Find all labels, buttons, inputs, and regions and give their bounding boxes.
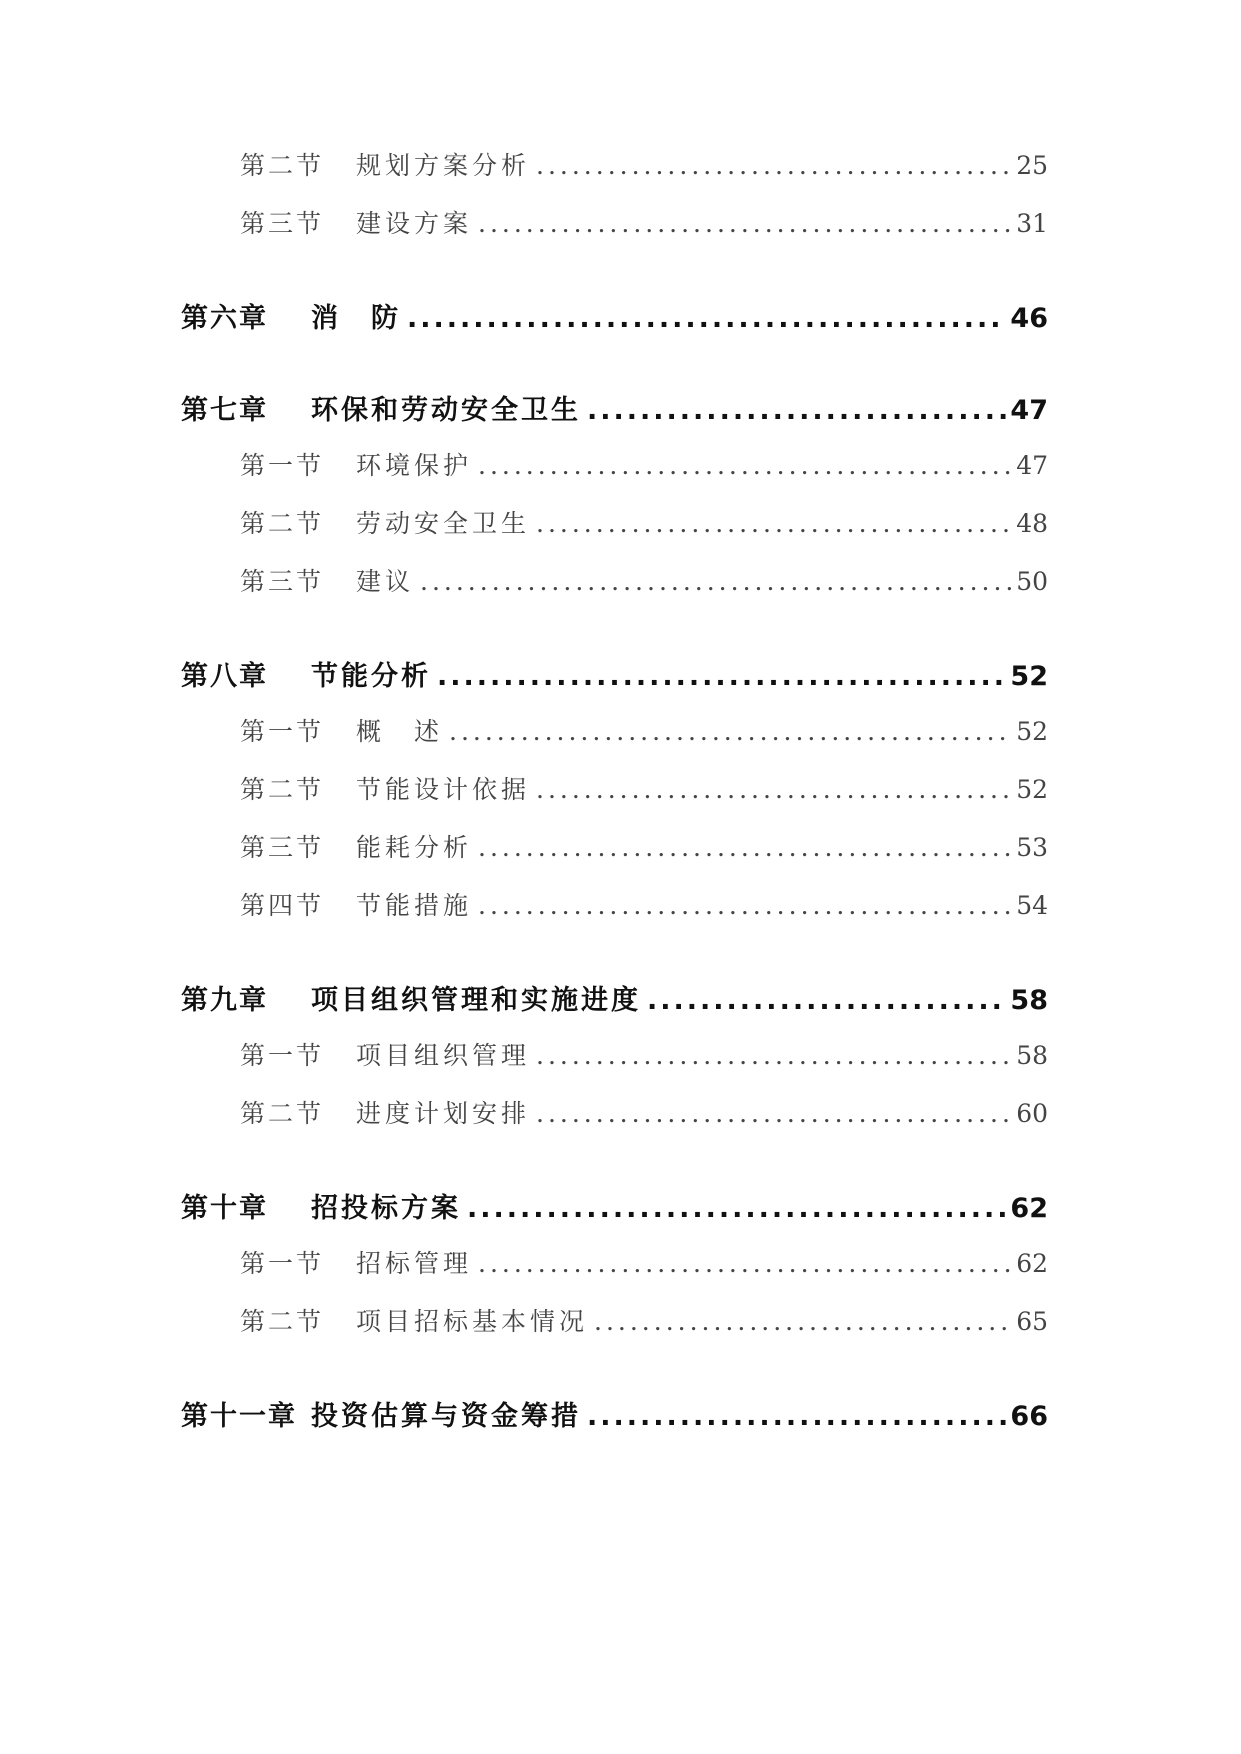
page-number: 52: [1016, 775, 1048, 804]
page-number: 25: [1016, 151, 1048, 180]
page-number: 58: [1016, 1041, 1048, 1070]
dot-leader: [467, 1193, 1006, 1224]
toc-section-8-2[interactable]: [240, 770, 1048, 806]
section-title: 能耗分析: [356, 833, 473, 862]
dot-leader: [407, 303, 1006, 334]
section-number: 第二节: [240, 509, 325, 538]
section-number: 第三节: [240, 209, 325, 238]
page-number: 47: [1016, 451, 1048, 480]
toc-section-7-2[interactable]: [240, 504, 1048, 540]
dot-leader: [478, 1249, 1012, 1278]
page-number: 31: [1016, 209, 1048, 238]
section-title: 项目招标基本情况: [356, 1307, 589, 1336]
dot-leader: [449, 717, 1012, 746]
section-number: 第二节: [240, 1099, 325, 1128]
toc-chapter-8[interactable]: [181, 654, 1048, 693]
toc-section-9-1[interactable]: [240, 1036, 1048, 1072]
section-title: 建设方案: [356, 209, 473, 238]
page-number: 62: [1010, 1193, 1048, 1224]
page-number: 60: [1016, 1099, 1048, 1128]
chapter-number: 第七章: [181, 395, 268, 426]
page-number: 52: [1010, 661, 1048, 692]
page-number: 47: [1010, 395, 1048, 426]
toc-section-10-1[interactable]: [240, 1244, 1048, 1280]
section-number: 第二节: [240, 151, 325, 180]
chapter-title: 节能分析: [311, 661, 431, 692]
section-number: 第一节: [240, 717, 325, 746]
chapter-title: 投资估算与资金筹措: [311, 1401, 581, 1432]
dot-leader: [478, 451, 1012, 480]
section-number: 第三节: [240, 833, 325, 862]
dot-leader: [536, 1099, 1012, 1128]
dot-leader: [587, 395, 1006, 426]
dot-leader: [594, 1307, 1012, 1336]
dot-leader: [478, 209, 1012, 238]
dot-leader: [536, 775, 1012, 804]
chapter-number: 第九章: [181, 985, 268, 1016]
section-title: 节能设计依据: [356, 775, 531, 804]
section-number: 第二节: [240, 1307, 325, 1336]
section-title: 规划方案分析: [356, 151, 531, 180]
toc-section-7-3[interactable]: [240, 562, 1048, 598]
page-number: 48: [1016, 509, 1048, 538]
dot-leader: [478, 833, 1012, 862]
toc-section-5-2[interactable]: [240, 146, 1048, 182]
section-title: 劳动安全卫生: [356, 509, 531, 538]
toc-section-9-2[interactable]: [240, 1094, 1048, 1130]
page-number: 62: [1016, 1249, 1048, 1278]
dot-leader: [587, 1401, 1006, 1432]
chapter-number: 第十一章: [181, 1401, 297, 1432]
section-number: 第四节: [240, 891, 325, 920]
toc-section-10-2[interactable]: [240, 1302, 1048, 1338]
chapter-number: 第六章: [181, 303, 268, 334]
dot-leader: [536, 509, 1012, 538]
section-title: 概 述: [356, 717, 444, 746]
page-number: 53: [1016, 833, 1048, 862]
toc-chapter-7[interactable]: [181, 388, 1048, 427]
toc-section-8-1[interactable]: [240, 712, 1048, 748]
page-number: 58: [1010, 985, 1048, 1016]
toc-section-8-4[interactable]: [240, 886, 1048, 922]
section-title: 环境保护: [356, 451, 473, 480]
dot-leader: [536, 1041, 1012, 1070]
chapter-title: 招投标方案: [311, 1193, 461, 1224]
toc-chapter-10[interactable]: [181, 1186, 1048, 1225]
chapter-number: 第十章: [181, 1193, 268, 1224]
section-number: 第三节: [240, 567, 325, 596]
toc-chapter-9[interactable]: [181, 978, 1048, 1017]
toc-chapter-6[interactable]: [181, 296, 1048, 335]
toc-section-7-1[interactable]: [240, 446, 1048, 482]
dot-leader: [437, 661, 1006, 692]
section-number: 第一节: [240, 1041, 325, 1070]
toc-section-5-3[interactable]: [240, 204, 1048, 240]
section-title: 建议: [356, 567, 415, 596]
section-number: 第一节: [240, 451, 325, 480]
section-number: 第二节: [240, 775, 325, 804]
page-number: 66: [1010, 1401, 1048, 1432]
dot-leader: [536, 151, 1012, 180]
toc-section-8-3[interactable]: [240, 828, 1048, 864]
section-title: 项目组织管理: [356, 1041, 531, 1070]
page-number: 50: [1016, 567, 1048, 596]
toc-chapter-11[interactable]: [181, 1394, 1048, 1433]
page-number: 54: [1016, 891, 1048, 920]
chapter-title: 环保和劳动安全卫生: [311, 395, 581, 426]
chapter-number: 第八章: [181, 661, 268, 692]
page-number: 52: [1016, 717, 1048, 746]
section-title: 进度计划安排: [356, 1099, 531, 1128]
section-title: 节能措施: [356, 891, 473, 920]
section-number: 第一节: [240, 1249, 325, 1278]
page-number: 46: [1010, 303, 1048, 334]
dot-leader: [647, 985, 1006, 1016]
chapter-title: 项目组织管理和实施进度: [311, 985, 641, 1016]
chapter-title: 消 防: [311, 303, 401, 334]
dot-leader: [420, 567, 1012, 596]
section-title: 招标管理: [356, 1249, 473, 1278]
page-number: 65: [1016, 1307, 1048, 1336]
dot-leader: [478, 891, 1012, 920]
